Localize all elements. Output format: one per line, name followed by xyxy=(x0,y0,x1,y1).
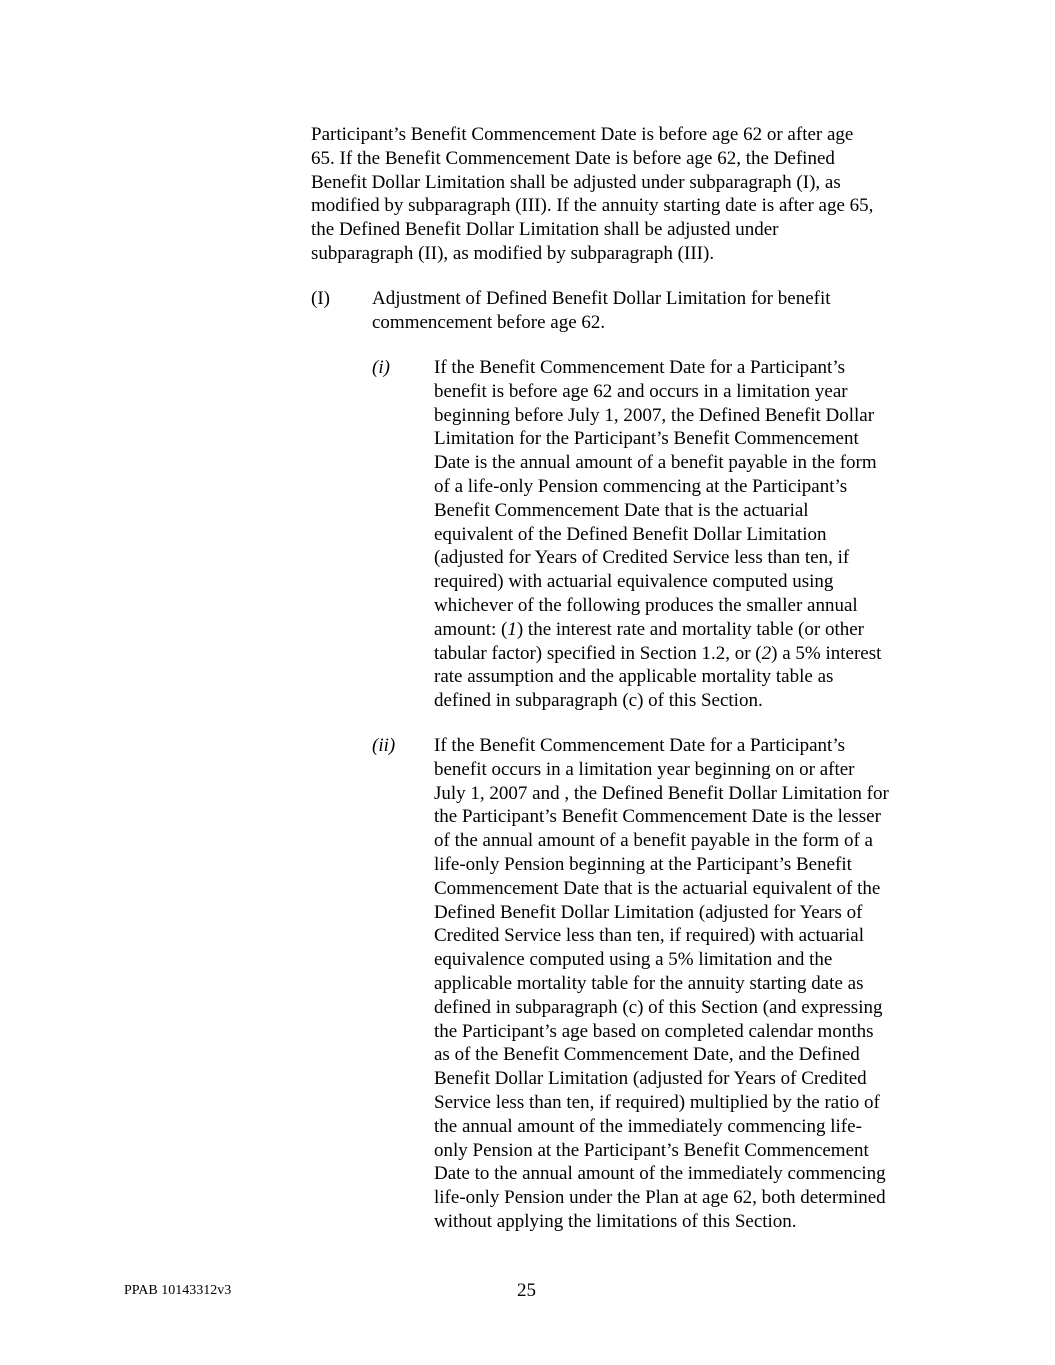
text-line: rate assumption and the applicable mortality table as xyxy=(434,666,834,688)
text-line: Date to the annual amount of the immediately commencing xyxy=(434,1163,886,1185)
text-line: Benefit Dollar Limitation (adjusted for Years of Credited xyxy=(434,1068,867,1090)
text-line: Date is the annual amount of a benefit payable in the form xyxy=(434,452,877,474)
page-number: 25 xyxy=(517,1280,536,1301)
text-line: only Pension at the Participant’s Benefit Commencement xyxy=(434,1139,869,1161)
item-ii-paragraph xyxy=(434,734,934,1234)
text-fragment: ) a 5% interest xyxy=(771,642,882,664)
clause-number-2: 2 xyxy=(761,642,772,664)
text-line: benefit occurs in a limitation year beginning on or after xyxy=(434,758,855,780)
text-line: Limitation for the Participant’s Benefit Commencement xyxy=(434,428,859,450)
text-line: defined in subparagraph (c) of this Section (and expressing xyxy=(434,996,883,1018)
text-line: life-only Pension beginning at the Participant’s Benefit xyxy=(434,853,852,875)
text-line: July 1, 2007 and , the Defined Benefit Dollar Limitation for xyxy=(434,782,889,804)
text-line: 65. If the Benefit Commencement Date is before age 62, the Defined xyxy=(311,147,835,169)
text-line: without applying the limitations of this Section. xyxy=(434,1210,797,1232)
text-line: the Defined Benefit Dollar Limitation shall be adjusted under xyxy=(311,219,779,241)
text-line: of a life-only Pension commencing at the Participant’s xyxy=(434,475,848,497)
text-line: modified by subparagraph (III). If the annuity starting date is after age 65, xyxy=(311,195,874,217)
text-line: whichever of the following produces the smaller annual xyxy=(434,594,858,616)
text-line: Adjustment of Defined Benefit Dollar Limitation for benefit xyxy=(372,288,831,309)
text-line: as of the Benefit Commencement Date, and the Defined xyxy=(434,1044,860,1066)
text-fragment: amount: ( xyxy=(434,618,508,640)
section-I-heading xyxy=(372,287,892,335)
text-line xyxy=(434,618,934,642)
text-line: required) with actuarial equivalence computed using xyxy=(434,571,834,593)
text-line: beginning before July 1, 2007, the Defined Benefit Dollar xyxy=(434,404,875,426)
text-line: defined in subparagraph (c) of this Section. xyxy=(434,690,763,712)
item-ii-label: (ii) xyxy=(372,735,396,756)
text-line: Benefit Dollar Limitation shall be adjusted under subparagraph (I), as xyxy=(311,171,841,193)
text-fragment: ) the interest rate and mortality table (or other xyxy=(516,618,864,640)
text-line: Service less than ten, if required) multiplied by the ratio of xyxy=(434,1091,880,1113)
text-line: If the Benefit Commencement Date for a Participant’s xyxy=(434,735,845,756)
text-line: Participant’s Benefit Commencement Date is before age 62 or after age xyxy=(311,124,854,145)
text-line: subparagraph (II), as modified by subparagraph (III). xyxy=(311,242,715,264)
text-line: (adjusted for Years of Credited Service less than ten, if xyxy=(434,547,850,569)
text-line: the Participant’s age based on completed calendar months xyxy=(434,1020,874,1042)
text-line: applicable mortality table for the annuity starting date as xyxy=(434,972,864,994)
item-i-paragraph xyxy=(434,356,934,713)
intro-paragraph xyxy=(311,123,931,266)
text-line: commencement before age 62. xyxy=(372,311,606,333)
text-line: equivalence computed using a 5% limitation and the xyxy=(434,949,833,971)
text-line: the annual amount of the immediately commencing life- xyxy=(434,1115,862,1137)
text-line: life-only Pension under the Plan at age 62, both determined xyxy=(434,1187,886,1209)
text-line: benefit is before age 62 and occurs in a limitation year xyxy=(434,380,848,402)
item-i-label: (i) xyxy=(372,357,390,378)
footer-document-id: PPAB 10143312v3 xyxy=(124,1283,232,1298)
text-line: Credited Service less than ten, if required) with actuarial xyxy=(434,925,864,947)
text-line: the Participant’s Benefit Commencement Date is the lesser xyxy=(434,806,881,828)
section-I-label: (I) xyxy=(311,288,330,309)
text-line: Benefit Commencement Date that is the actuarial xyxy=(434,499,809,521)
text-line: of the annual amount of a benefit payable in the form of a xyxy=(434,830,873,852)
text-line: Defined Benefit Dollar Limitation (adjusted for Years of xyxy=(434,901,863,923)
text-line: If the Benefit Commencement Date for a Participant’s xyxy=(434,357,845,378)
text-line: Commencement Date that is the actuarial equivalent of the xyxy=(434,877,881,899)
text-line xyxy=(434,642,934,666)
text-line: equivalent of the Defined Benefit Dollar Limitation xyxy=(434,523,827,545)
text-fragment: tabular factor) specified in Section 1.2, or ( xyxy=(434,642,762,664)
clause-number-1: 1 xyxy=(507,618,517,640)
